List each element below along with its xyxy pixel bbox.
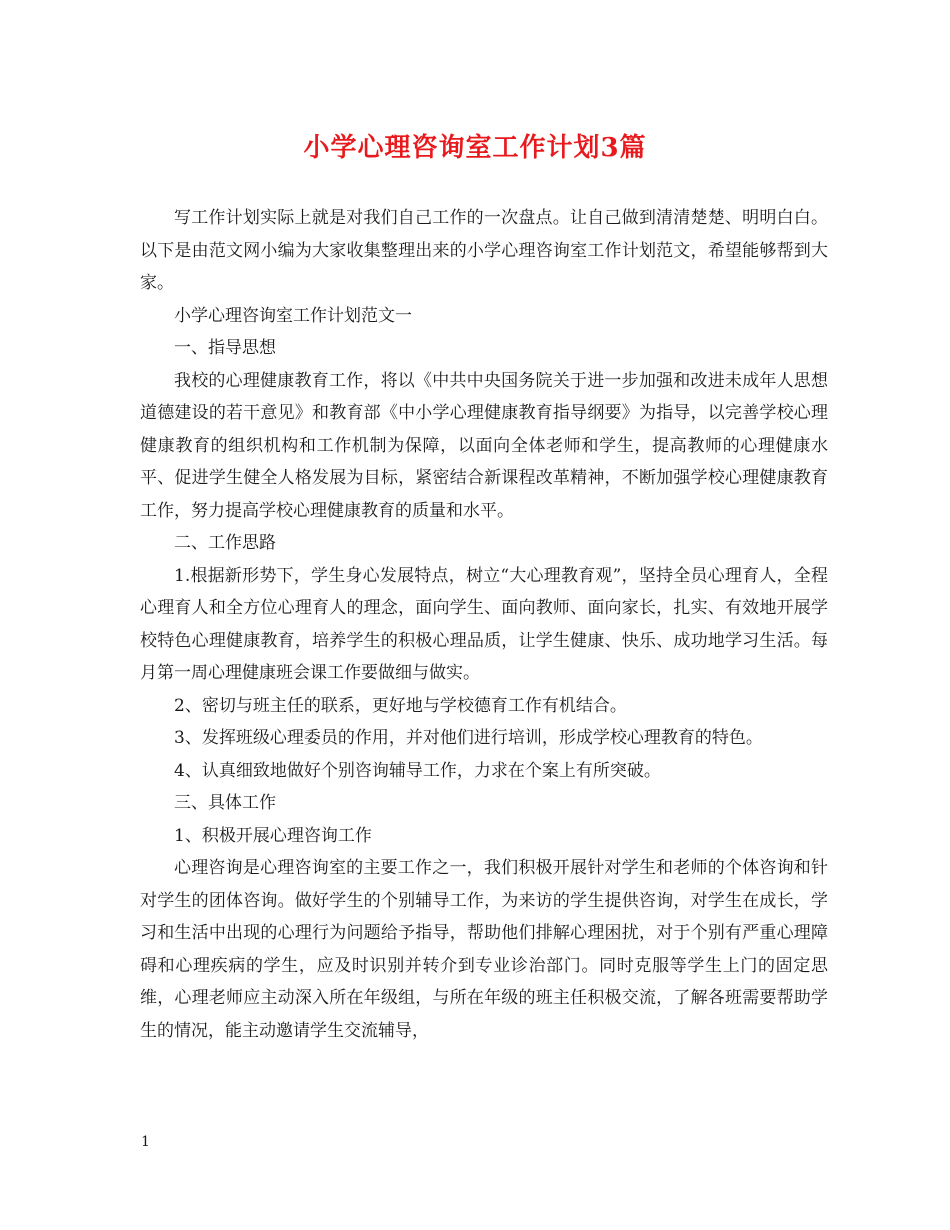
subheading-counseling: 1、积极开展心理咨询工作 [174, 825, 372, 846]
paragraph-counseling: 心理咨询是心理咨询室的主要工作之一，我们积极开展针对学生和老师的个体咨询和针对学生的团体咨询。做好学生的个别辅导工作，为来访的学生提供咨询，对学生在成长，学习和生活中出现的心理行为问题给予指导，帮助他们排解心理困扰，对于个别有严重心理障碍和心理疾病的学生，应及时识别并转介到专业诊治部门。同时克服等学生上门的固定思维，心理老师应主动深入所在年级组，与所在年级的班主任积极交流，了解各班需要帮助学生的情况，能主动邀请学生交流辅导， [140, 858, 828, 1041]
paragraph-approach-4: 4、认真细致地做好个别咨询辅导工作，力求在个案上有所突破。 [174, 760, 661, 781]
paragraph-guiding-ideology: 我校的心理健康教育工作，将以《中共中央国务院关于进一步加强和改进未成年人思想道德建设的若干意见》和教育部《中小学心理健康教育指导纲要》为指导，以完善学校心理健康教育的组织机构和工作机制为保障，以面向全体老师和学生，提高教师的心理健康水平、促进学生健全人格发展为目标，紧密结合新课程改革精神，不断加强学校心理健康教育工作，努力提高学校心理健康教育的质量和水平。 [140, 370, 828, 521]
heading-work-approach: 二、工作思路 [174, 533, 276, 553]
document-body [140, 202, 828, 1047]
paragraph-approach-1: 1.根据新形势下，学生身心发展特点，树立“大心理教育观”，坚持全员心理育人，全程心理育人和全方位心理育人的理念，面向学生、面向教师、面向家长，扎实、有效地开展学校特色心理健康教育，培养学生的积极心理品质，让学生健康、快乐、成功地学习生活。每月第一周心理健康班会课工作要做细与做实。 [140, 565, 828, 683]
heading-specific-work: 三、具体工作 [174, 793, 276, 813]
paragraph-approach-3: 3、发挥班级心理委员的作用，并对他们进行培训，形成学校心理教育的特色。 [174, 728, 763, 748]
paragraph-section-title: 小学心理咨询室工作计划范文一 [174, 305, 412, 326]
paragraph-approach-2: 2、密切与班主任的联系，更好地与学校德育工作有机结合。 [174, 695, 627, 716]
paragraph-intro: 写工作计划实际上就是对我们自己工作的一次盘点。让自己做到清清楚楚、明明白白。以下是由范文网小编为大家收集整理出来的小学心理咨询室工作计划范文，希望能够帮到大家。 [140, 208, 828, 293]
heading-guiding-ideology: 一、指导思想 [174, 338, 276, 358]
page-number: 1 [141, 1134, 150, 1150]
document-title: 小学心理咨询室工作计划3篇 [303, 133, 647, 163]
